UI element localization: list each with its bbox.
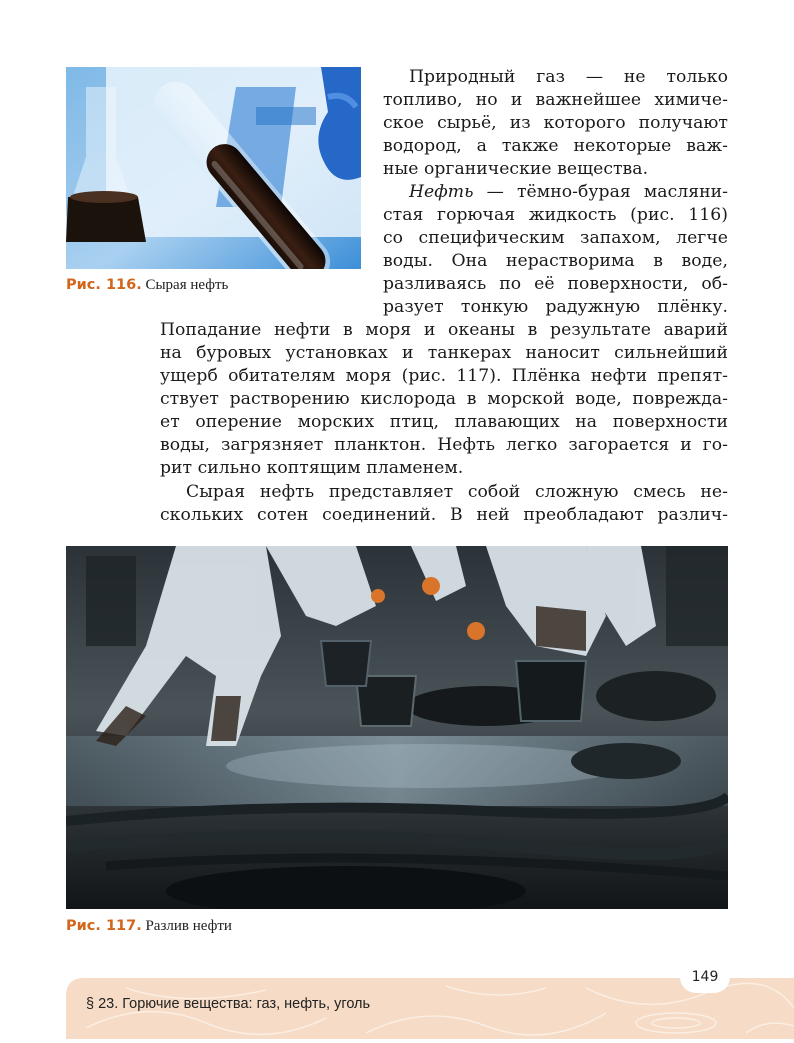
- text-line: ское сырьё, из которого получают: [383, 113, 728, 133]
- crude-oil-photo: [66, 67, 361, 269]
- paragraph-oil-narrow: [383, 181, 728, 319]
- text-line: водород, а также некоторые важ-: [383, 136, 728, 156]
- text-line: воды, загрязняет планктон. Нефть легко загорается и го-: [160, 435, 728, 455]
- text-line: со специфическим запахом, легче: [383, 228, 728, 248]
- paragraph-natural-gas: [383, 66, 728, 181]
- figure-116-label: Рис. 116.: [66, 277, 142, 293]
- running-head: § 23. Горючие вещества: газ, нефть, уголь: [86, 996, 371, 1012]
- term-oil: Нефть: [409, 182, 474, 202]
- paragraph-oil-wide: [160, 319, 728, 480]
- oil-spill-photo: [66, 546, 728, 909]
- text-line: ет оперение морских птиц, плавающих на поверхности: [160, 412, 728, 432]
- text-line: воды. Она нерастворима в воде,: [383, 251, 728, 271]
- paragraph-crude-oil: [160, 481, 728, 527]
- text-line: скольких сотен соединений. В ней преобладают различ-: [160, 505, 728, 525]
- text-line: ствует растворению кислорода в морской воде, поврежда-: [160, 389, 728, 409]
- figure-117-caption: [66, 918, 232, 935]
- text-line: ущерб обитателям моря (рис. 117). Плёнка нефти препят-: [160, 366, 728, 386]
- text-line: [383, 181, 728, 204]
- figure-116-title: Сырая нефть: [145, 277, 229, 293]
- figure-116-caption: [66, 277, 228, 294]
- text-line: разует тонкую радужную плёнку.: [383, 297, 728, 317]
- text-line: ные органические вещества.: [383, 159, 649, 179]
- figure-117-label: Рис. 117.: [66, 918, 142, 934]
- text-line: разливаясь по её поверхности, об-: [383, 274, 728, 294]
- text-line: рит сильно коптящим пламенем.: [160, 458, 464, 478]
- text-line: стая горючая жидкость (рис. 116): [383, 205, 728, 225]
- text-line: на буровых установках и танкерах наносит сильнейший: [160, 343, 728, 363]
- page-number: 149: [680, 961, 730, 993]
- text-line: Сырая нефть представляет собой сложную смесь не-: [186, 482, 728, 502]
- text-line: топливо, но и важнейшее химиче-: [383, 90, 728, 110]
- text-line-rest: — тёмно-бурая масляни-: [473, 182, 728, 202]
- text-line: Природный газ — не только: [409, 67, 728, 87]
- figure-117-title: Разлив нефти: [145, 918, 232, 934]
- text-line: Попадание нефти в моря и океаны в результате аварий: [160, 320, 728, 340]
